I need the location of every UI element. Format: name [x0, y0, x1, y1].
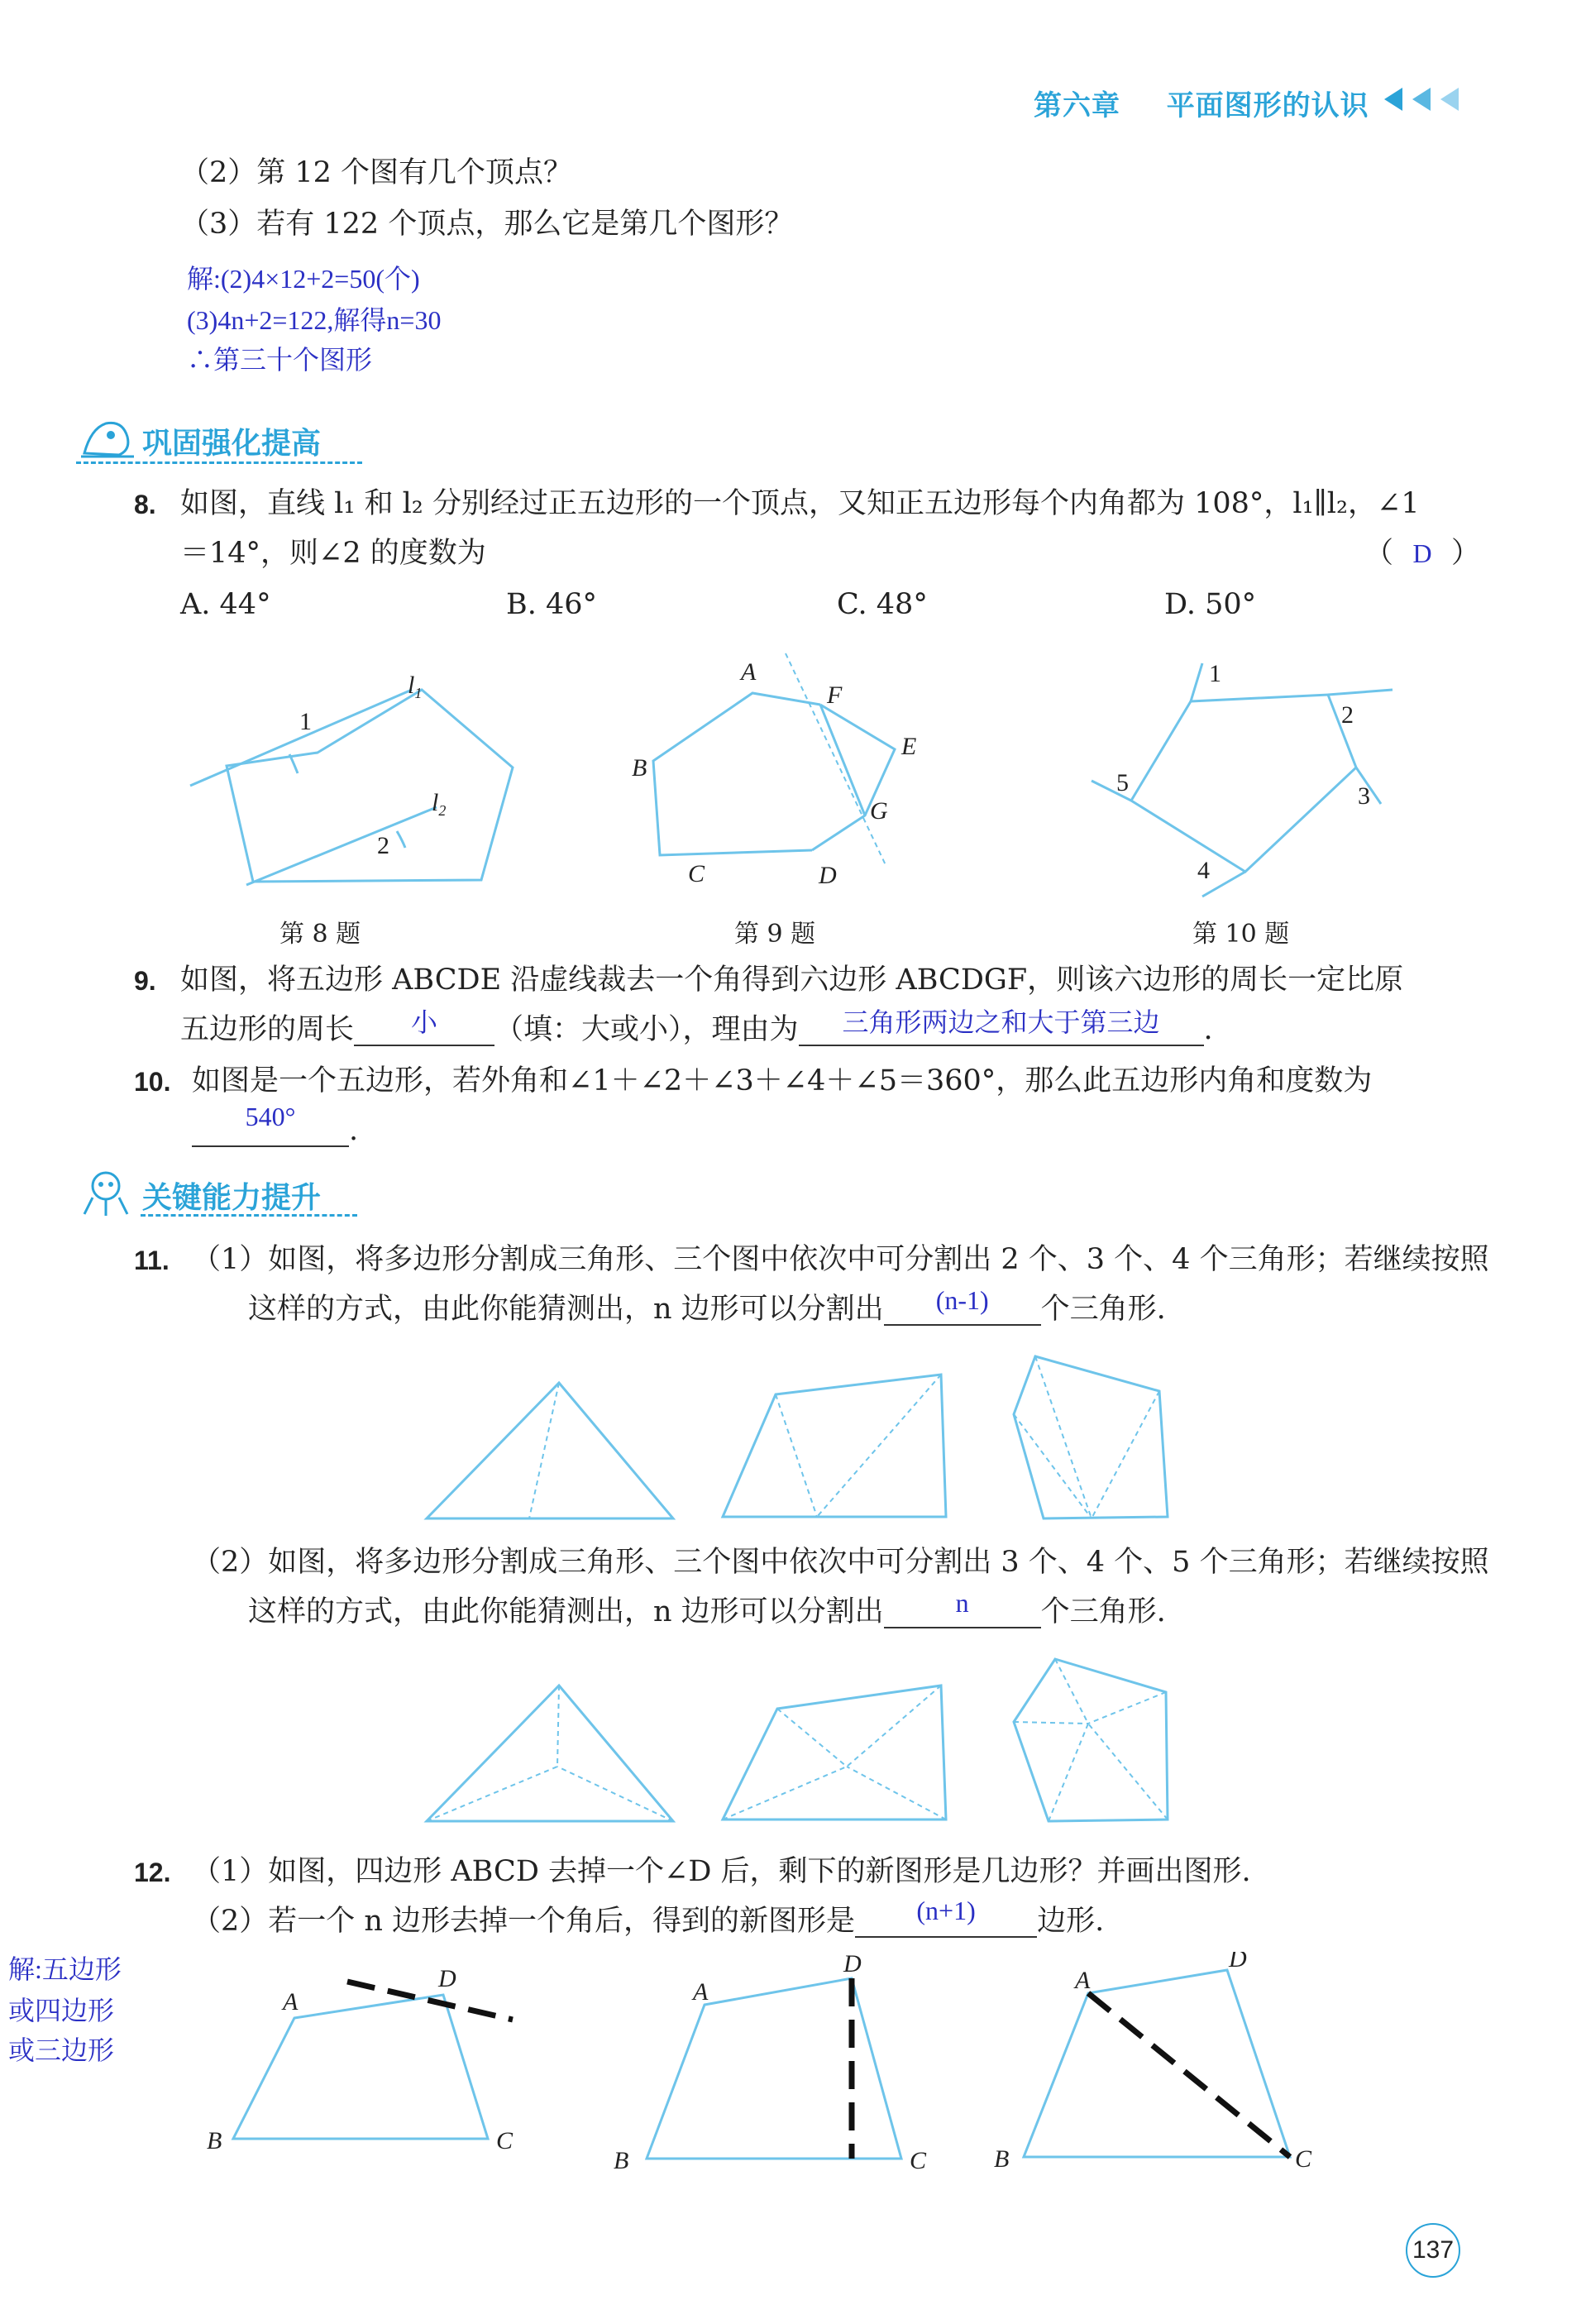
q8-answer-paren: （ D ） — [1364, 537, 1481, 570]
svg-text:E: E — [901, 733, 917, 760]
quadrilateral-cut-2 — [614, 1952, 927, 2174]
svg-text:C: C — [688, 860, 705, 887]
q8-option-c: C. 48° — [837, 588, 928, 621]
section-underline-2 — [141, 1214, 357, 1217]
svg-text:B: B — [207, 2127, 222, 2154]
fig8-caption: 第 8 题 — [279, 920, 361, 949]
q8-number: 8. — [134, 490, 156, 519]
q8-answer: D — [1412, 538, 1432, 568]
q11-figures-row1 — [413, 1340, 1257, 1530]
pentagon-split-5 — [1014, 1659, 1168, 1821]
section-key-mascot-icon — [76, 1164, 137, 1217]
page-number: 137 — [1406, 2223, 1460, 2278]
chapter-header — [1034, 83, 1369, 123]
section-title-consolidate: 巩固强化提高 — [142, 427, 322, 461]
figures-8-9-10 — [174, 645, 1464, 959]
q10-number: 10. — [134, 1067, 171, 1097]
svg-text:B: B — [614, 2147, 629, 2174]
svg-text:F: F — [827, 681, 843, 709]
chapter-label: 第六章 — [1034, 89, 1120, 122]
svg-text:A: A — [283, 1988, 299, 2016]
q12-side-answer-3: 或三边形 — [8, 2035, 115, 2065]
section-mascot-icon — [76, 412, 137, 461]
svg-text:l2: $l_2$ — [432, 789, 447, 819]
chapter-title: 平面图形的认识 — [1166, 89, 1369, 122]
q12-number: 12. — [134, 1858, 171, 1887]
svg-text:D: D — [1229, 1952, 1247, 1973]
q11-answer-2: n — [955, 1588, 969, 1618]
q10-answer-line: 540° . — [192, 1117, 358, 1147]
quadrilateral-split-3 — [723, 1375, 946, 1517]
q8-stem-line1: 如图，直线 l₁ 和 l₂ 分别经过正五边形的一个顶点，又知正五边形每个内角都为 108°，l₁∥l₂，∠1 — [180, 487, 1420, 520]
header-arrows-icon — [1379, 84, 1470, 114]
q8-option-a: A. 44° — [180, 588, 271, 621]
q9-answer-1: 小 — [411, 1007, 438, 1037]
q12-side-answer-1: 解:五边形 — [8, 1954, 122, 1984]
q12-answer: (n+1) — [916, 1896, 976, 1925]
triangle-split-3 — [427, 1686, 673, 1821]
prev-answer-2: (3)4n+2=122,解得n=30 — [187, 305, 442, 335]
q9-stem-line1: 如图，将五边形 ABCDE 沿虚线裁去一个角得到六边形 ABCDGF，则该六边形的周长一定比原 — [180, 964, 1404, 997]
q11-part1-line1: （1）如图，将多边形分割成三角形、三个图中依次中可分割出 2 个、3 个、4 个三角形；若继续按照 — [192, 1243, 1489, 1276]
svg-text:l1: $l_1$ — [408, 672, 423, 701]
q9-answer-2: 三角形两边之和大于第三边 — [842, 1007, 1160, 1037]
section-underline — [76, 461, 362, 464]
q8-option-b: B. 46° — [506, 588, 598, 621]
q11-part2-line2: 这样的方式，由此你能猜测出，n 边形可以分割出 n 个三角形. — [248, 1588, 1166, 1628]
svg-text:4: 4 — [1197, 857, 1210, 884]
svg-text:C: C — [496, 2127, 514, 2154]
q11-answer-1: (n-1) — [935, 1285, 989, 1315]
svg-text:D: D — [819, 862, 837, 889]
fig10-caption: 第 10 题 — [1192, 920, 1290, 949]
q11-number: 11. — [134, 1246, 170, 1275]
q11-part2-line1: （2）如图，将多边形分割成三角形、三个图中依次中可分割出 3 个、4 个、5 个三角形；若继续按照 — [192, 1546, 1489, 1579]
q12-part2: （2）若一个 n 边形去掉一个角后，得到的新图形是 (n+1) 边形. — [192, 1896, 1105, 1938]
section-title-key-ability: 关键能力提升 — [142, 1181, 322, 1215]
prev-answer-3: ∴第三十个图形 — [187, 345, 373, 375]
svg-text:3: 3 — [1358, 782, 1370, 810]
svg-text:D: D — [438, 1965, 456, 1992]
prev-answer-1: 解:(2)4×12+2=50(个) — [187, 264, 420, 294]
svg-text:2: 2 — [377, 832, 389, 859]
svg-text:5: 5 — [1116, 769, 1129, 796]
quadrilateral-cut-1 — [207, 1965, 514, 2154]
figure-9 — [632, 653, 916, 889]
pentagon-split-4 — [1014, 1356, 1168, 1518]
fig9-caption: 第 9 题 — [734, 920, 816, 949]
svg-text:1: 1 — [1209, 660, 1221, 687]
quadrilateral-cut-3 — [994, 1952, 1312, 2173]
q11-part1-line2: 这样的方式，由此你能猜测出，n 边形可以分割出 (n-1) 个三角形. — [248, 1285, 1166, 1326]
svg-text:D: D — [843, 1952, 862, 1977]
svg-text:1: 1 — [299, 708, 312, 735]
prev-q3: （3）若有 122 个顶点，那么它是第几个图形？ — [180, 208, 794, 241]
svg-text:G: G — [870, 797, 888, 825]
svg-text:B: B — [994, 2145, 1010, 2173]
prev-q2: （2）第 12 个图有几个顶点？ — [180, 156, 573, 189]
q11-figures-row2 — [413, 1643, 1257, 1838]
q12-side-answer-2: 或四边形 — [8, 1996, 115, 2025]
q12-part1: （1）如图，四边形 ABCD 去掉一个∠D 后，剩下的新图形是几边形？并画出图形. — [192, 1855, 1251, 1888]
svg-text:A: A — [741, 658, 757, 686]
q8-stem-line2: ＝14°，则∠2 的度数为 — [180, 537, 486, 570]
q8-option-d: D. 50° — [1164, 588, 1257, 621]
svg-text:A: A — [693, 1978, 709, 2006]
q9-number: 9. — [134, 966, 156, 996]
svg-text:C: C — [1295, 2145, 1312, 2173]
q9-stem-line2: 五边形的周长 小 （填：大或小），理由为 三角形两边之和大于第三边 . — [180, 1007, 1213, 1046]
figure-8 — [190, 672, 513, 885]
svg-text:2: 2 — [1341, 701, 1354, 729]
svg-text:C: C — [910, 2147, 927, 2174]
q10-stem-line1: 如图是一个五边形，若外角和∠1＋∠2＋∠3＋∠4＋∠5＝360°，那么此五边形内角和度数为 — [192, 1064, 1373, 1097]
triangle-split-2 — [427, 1383, 673, 1518]
svg-text:B: B — [632, 754, 647, 782]
svg-text:A: A — [1075, 1967, 1091, 1994]
quadrilateral-split-4 — [723, 1686, 946, 1820]
q10-answer: 540° — [245, 1102, 296, 1131]
q12-figures — [190, 1952, 1348, 2175]
figure-10 — [1092, 660, 1393, 897]
